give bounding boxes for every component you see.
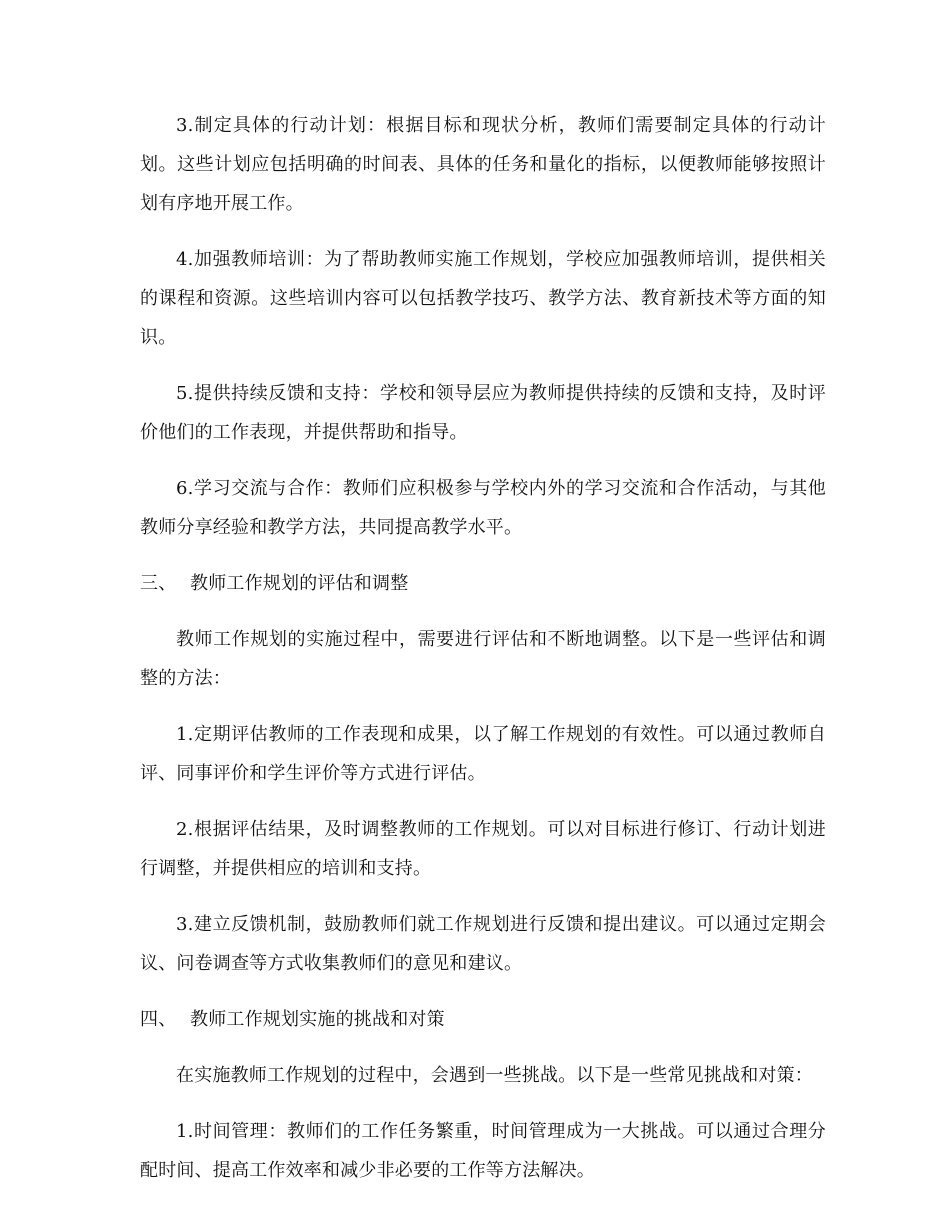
section-title: 教师工作规划实施的挑战和对策 — [190, 1009, 445, 1030]
section-number: 三、 — [140, 573, 177, 594]
paragraph-action-plan: 3.制定具体的行动计划：根据目标和现状分析，教师们需要制定具体的行动计划。这些计划应包括明确的时间表、具体的任务和量化的指标，以便教师能够按照计划有序地开展工作。 — [140, 115, 826, 214]
section-title: 教师工作规划的评估和调整 — [190, 573, 409, 594]
section-heading-challenges — [140, 1000, 826, 1039]
paragraph-adjust-plan: 2.根据评估结果，及时调整教师的工作规划。可以对目标进行修订、行动计划进行调整，并提供相应的培训和支持。 — [140, 819, 826, 879]
paragraph-regular-evaluation: 1.定期评估教师的工作表现和成果，以了解工作规划的有效性。可以通过教师自评、同事评价和学生评价等方式进行评估。 — [140, 724, 826, 784]
section-heading-evaluation — [140, 564, 826, 603]
document-body — [140, 106, 826, 1207]
paragraph-evaluation-intro: 教师工作规划的实施过程中，需要进行评估和不断地调整。以下是一些评估和调整的方法： — [140, 629, 826, 689]
paragraph-challenges-intro: 在实施教师工作规划的过程中，会遇到一些挑战。以下是一些常见挑战和对策： — [176, 1065, 813, 1086]
paragraph-feedback-mechanism: 3.建立反馈机制，鼓励教师们就工作规划进行反馈和提出建议。可以通过定期会议、问卷调查等方式收集教师们的意见和建议。 — [140, 914, 826, 974]
paragraph-time-management: 1.时间管理：教师们的工作任务繁重，时间管理成为一大挑战。可以通过合理分配时间、提高工作效率和减少非必要的工作等方法解决。 — [140, 1121, 826, 1181]
paragraph-teacher-training: 4.加强教师培训：为了帮助教师实施工作规划，学校应加强教师培训，提供相关的课程和资源。这些培训内容可以包括教学技巧、教学方法、教育新技术等方面的知识。 — [140, 249, 826, 348]
section-number: 四、 — [140, 1009, 177, 1030]
paragraph-feedback-support: 5.提供持续反馈和支持：学校和领导层应为教师提供持续的反馈和支持，及时评价他们的工作表现，并提供帮助和指导。 — [140, 383, 826, 443]
paragraph-learning-exchange: 6.学习交流与合作：教师们应积极参与学校内外的学习交流和合作活动，与其他教师分享经验和教学方法，共同提高教学水平。 — [140, 478, 826, 538]
